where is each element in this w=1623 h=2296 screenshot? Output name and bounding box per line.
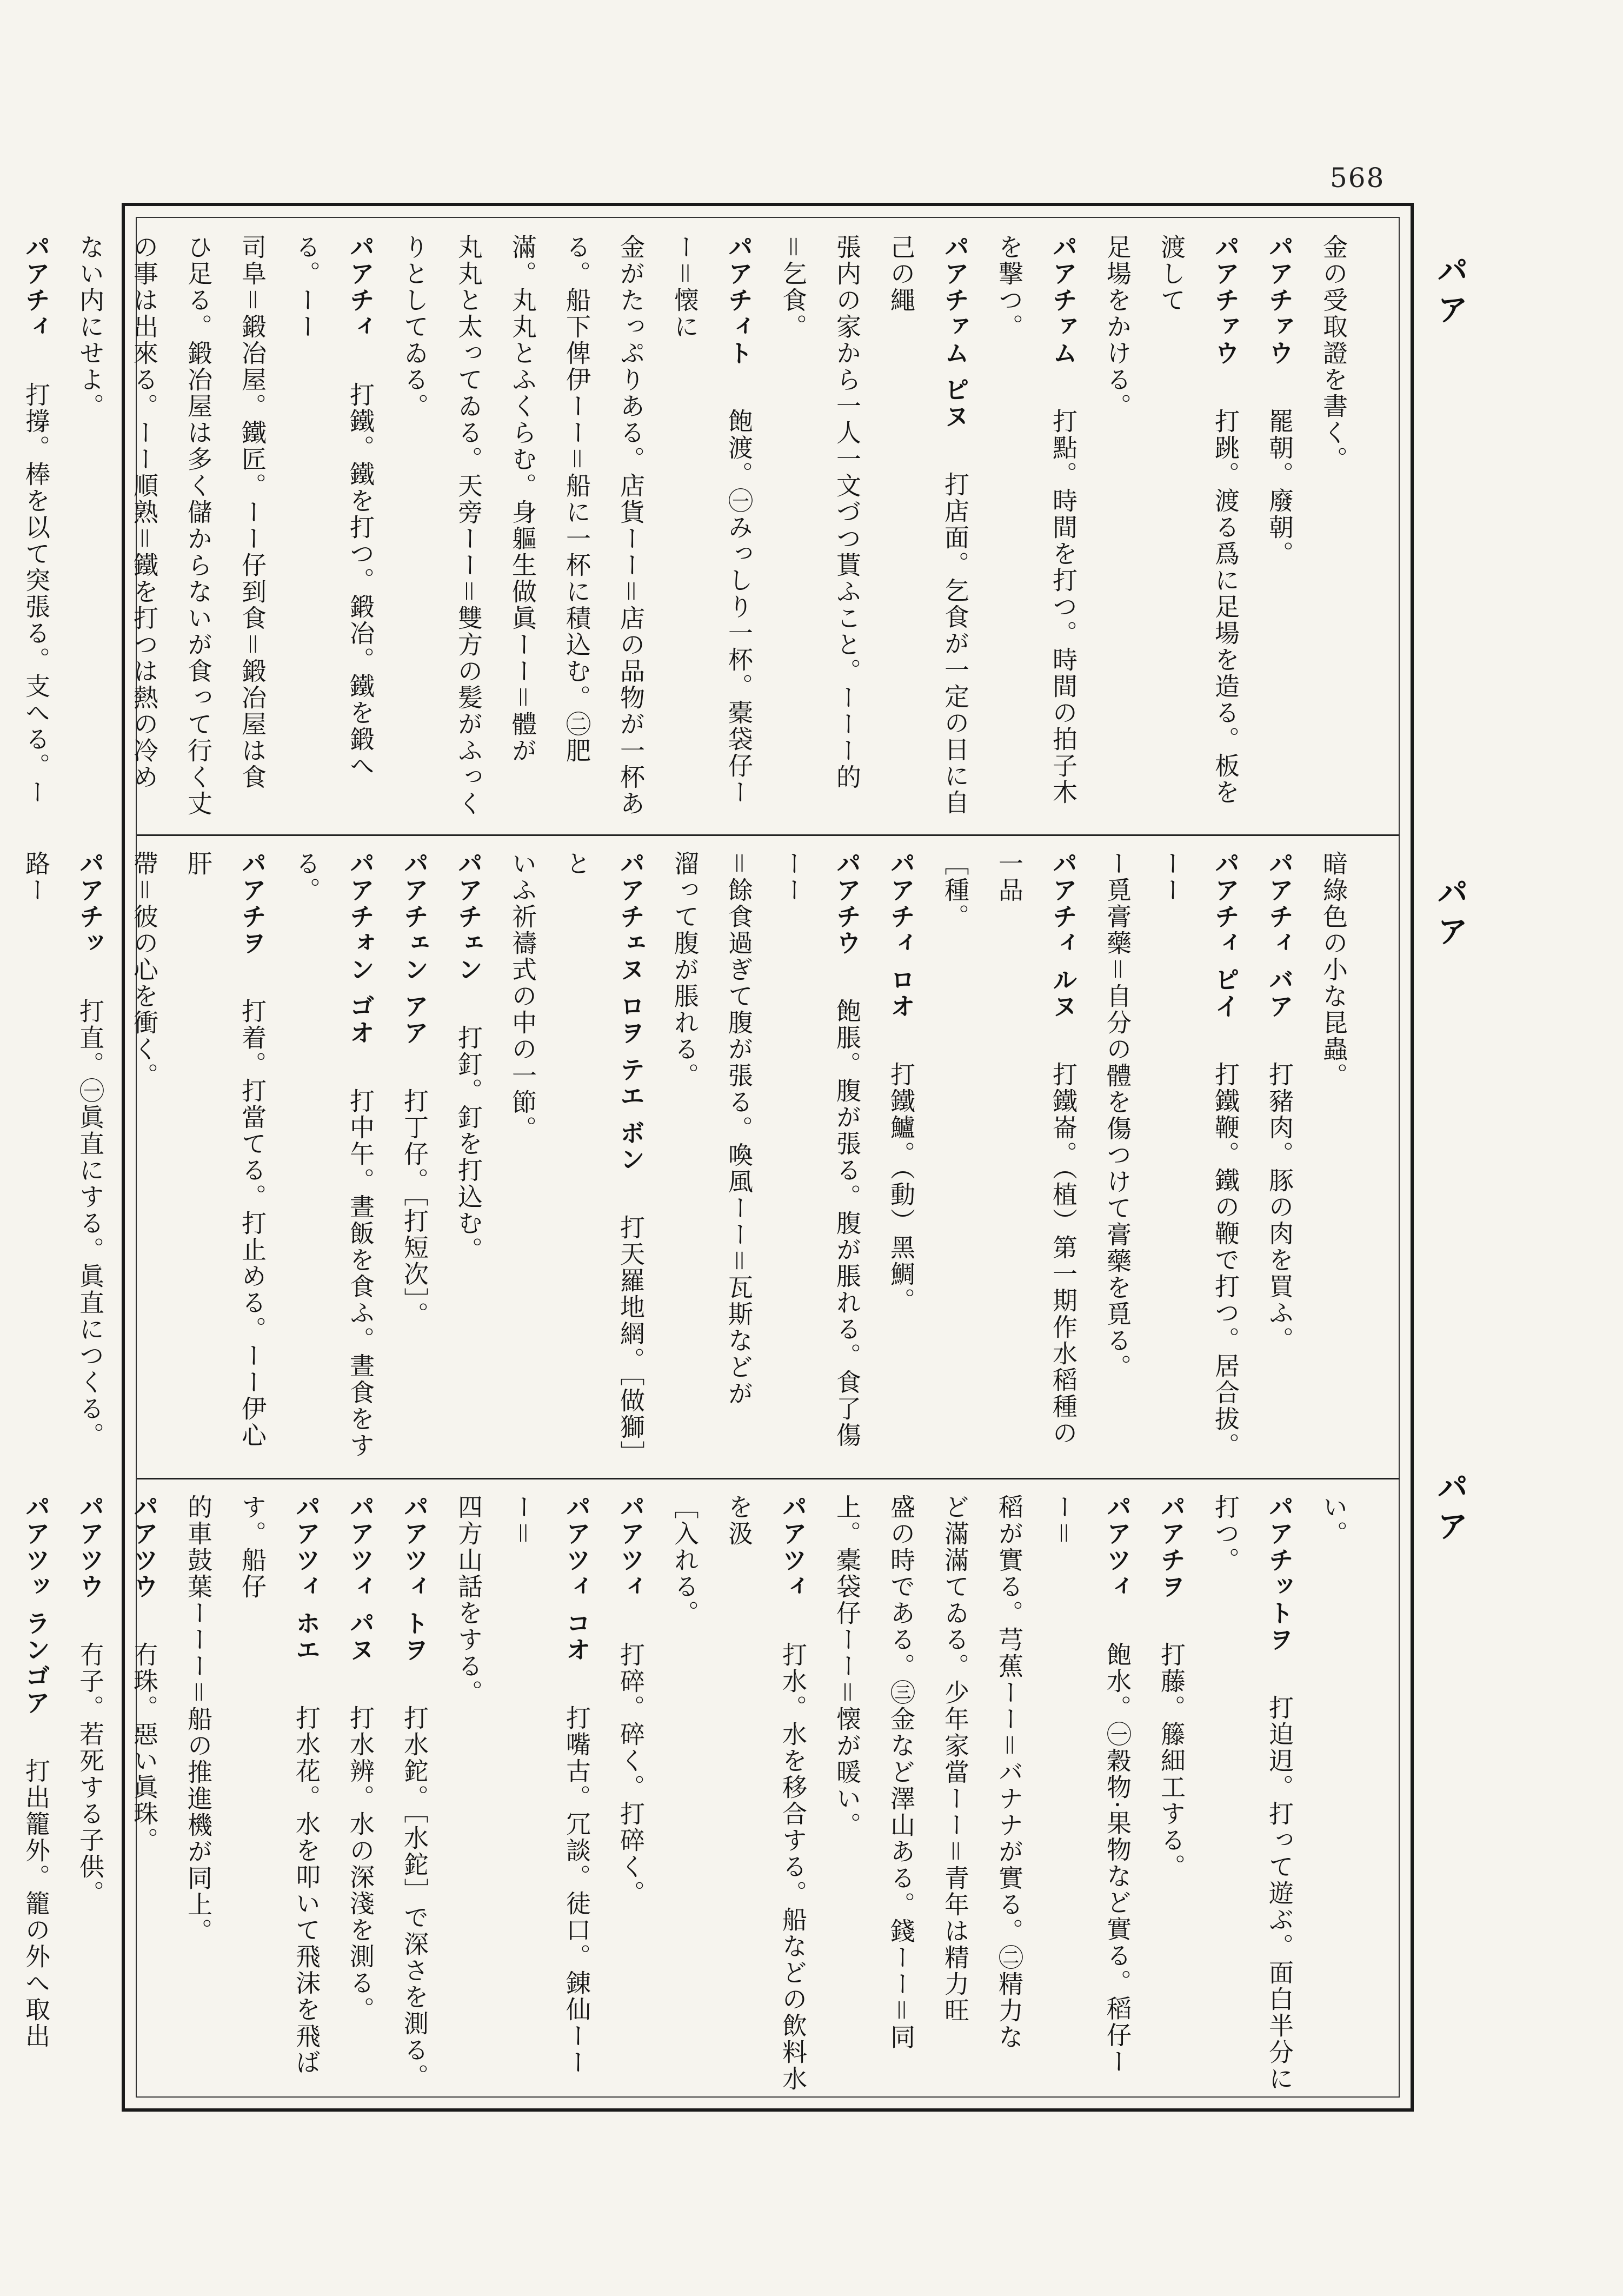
entry-first-line [454,851,483,1263]
entry-continuation-line: 張内の家から一人一文づつ貰ふこと。ーーー的 [833,234,862,791]
entry-continuation-line: 金がたっぷりある。店貨ーー＝店の品物が一杯あ [616,234,646,817]
entry-first-line [292,234,375,779]
entry-definition: 打鐵。鐵を打つ。鍛冶。鐵を鍛へる。ーー [292,234,375,779]
entry-term: パアツッ ランゴア [22,1494,51,1717]
tier-3-body [0,1494,1361,2094]
entry-continuation-line: ど滿滿てゐる。少年家當ーー＝青年は精力旺 [941,1494,970,2024]
entry-definition: 金の受取證を書く。 [1319,234,1348,473]
entry-continuation-line: いふ祈禱式の中の一節。 [508,851,537,1142]
tier-2-body [0,851,1361,1467]
tier-divider-bottom [137,1478,1399,1479]
entry-definition: 打豬肉。豚の肉を買ふ。 [1265,1061,1294,1353]
entry-term: パアチェヌ ロヲ テエ ボン [616,851,646,1173]
entry-first-line [1157,234,1240,806]
entry-continuation-line: ー覓膏藥＝自分の體を傷つけて膏藥を覓る。 [1103,851,1132,1381]
entry-definition: 打釘。釘を打込む。 [454,1025,483,1263]
section-label-3: パア [1432,1471,1468,1549]
entry-continuation-line: ない内にせよ。 [76,234,105,420]
dictionary-entry [388,234,766,824]
entry-definition: 打水。水を移合する。船などの飲料水を汲 [724,1494,808,2092]
entry-continuation-line: 盛の時である。㊂金など澤山ある。錢ーー＝同 [887,1494,916,2051]
entry-first-line [0,1494,51,2049]
entry-first-line [995,851,1078,1446]
section-label-2: パア [1432,876,1468,954]
entry-definition: 打店面。乞食が一定の日に自己の繩 [887,234,970,817]
entry-continuation-line: ［種。 [941,851,970,930]
dictionary-entry [982,234,1090,824]
entry-continuation-line: ひ足る。鍛冶屋は多く儲からないが食って行く丈 [184,234,213,817]
entry-definition: 打跳。渡る爲に足場を造る。板を渡して [1157,234,1240,806]
entry-definition: 打藤。籐細工する。 [1157,1642,1186,1880]
entry-definition: 打鐵鞭。鐵の鞭で打つ。居合拔。ーー [1157,851,1240,1459]
dictionary-entry [658,1494,820,2094]
dictionary-entry [388,1494,442,2094]
entry-first-line [616,1494,646,1907]
entry-definition: 打碎。碎く。打碎く。 [616,1642,646,1907]
entry-term: パアチェン [454,851,483,983]
entry-continuation-line: 上。橐袋仔ーー＝懐が暖い。 [833,1494,862,1839]
entry-definition: 打點。時間を打つ。時間の拍子木を撃つ。 [995,234,1078,806]
dictionary-entry [63,1494,117,2094]
dictionary-entry [1253,234,1307,824]
entry-first-line [76,1494,105,1907]
dictionary-entry [1307,234,1361,824]
entry-first-line [238,1494,321,2076]
entry-continuation-line: ＝餘食過ぎて腹が張る。喚風ーー＝瓦斯などが [724,851,754,1407]
entry-first-line [724,1494,808,2092]
dictionary-entry [334,1494,388,2094]
entry-definition: 打丁仔。［打短次］。 [400,1088,429,1329]
entry-definition: 飽脹。腹が張る。腹が脹れる。食了傷ーー [779,851,862,1449]
entry-term: パアチットヲ [1265,1494,1294,1653]
entry-first-line [1211,1494,1294,2092]
dictionary-entry [1307,1494,1361,2094]
entry-first-line [130,1494,159,1854]
entry-term: パアチィ [22,234,51,340]
entry-definition: 打中午。晝飯を食ふ。晝食をする。 [292,851,375,1459]
entry-definition: 打天羅地網。［做獅］と [562,851,646,1455]
dictionary-entry [171,1494,334,2094]
entry-first-line [400,1494,429,2090]
dictionary-entry [442,1494,604,2094]
entry-definition: 打撐。棒を以て突張る。支へる。ー [22,382,51,806]
entry-first-line [292,851,375,1459]
entry-continuation-line: 丸丸と太ってゐる。天旁ーー＝雙方の髪がふっく [454,234,483,817]
dictionary-entry [0,1494,63,2094]
entry-term: パアチィ ピイ [1211,851,1240,1020]
entry-first-line [995,234,1078,806]
entry-first-line [779,851,862,1449]
entry-term: パアチァウ [1265,234,1294,367]
entry-term: パアチァム [1049,234,1078,367]
entry-continuation-line: 司阜＝鍛冶屋。鐵匠。ーー仔到食＝鍛冶屋は食 [238,234,267,791]
tier-3 [22,1494,1361,2094]
entry-term: パアチヲ [1157,1494,1186,1600]
entry-continuation-line [0,851,9,1467]
entry-first-line [887,851,916,1314]
entry-term: パアツィ パヌ [346,1494,375,1664]
dictionary-entry [1307,851,1361,1467]
dictionary-entry [117,851,280,1467]
entry-definition: 打鐵鱸。（動）黑鯛。 [887,1061,916,1315]
entry-first-line [1157,1494,1186,1880]
entry-term: パアチォン ゴオ [346,851,375,1047]
dictionary-entry [658,851,874,1467]
entry-term: パアツィ コオ [562,1494,591,1664]
entry-continuation-line: ＝乞食。 [779,234,808,340]
page-frame [22,203,1414,2112]
entry-term: パアチウ [833,851,862,957]
entry-first-line [1265,851,1294,1353]
tier-2 [22,851,1361,1467]
entry-first-line [184,851,267,1449]
dictionary-entry [604,1494,658,2094]
dictionary-entry [1199,1494,1307,2094]
entry-definition: 打直。㊀眞直にする。眞直につくる。路ー [22,851,105,1449]
entry-first-line [562,851,646,1455]
entry-definition: 打水鉈。［水鉈］で深さを測る。 [400,1705,429,2091]
entry-definition: 打着。打當てる。打止める。ーー伊心肝 [184,851,267,1449]
entry-term: パアチィト [724,234,754,367]
entry-continuation-line: 四方山話をする。 [454,1494,483,1706]
dictionary-entry [928,851,1090,1467]
dictionary-entry [442,851,496,1467]
entry-definition: 冇珠。惡い眞珠。 [130,1642,159,1854]
page-number: 568 [1330,162,1385,194]
inner-frame [22,217,1400,2098]
dictionary-entry [117,1494,171,2094]
entry-continuation-line: 溜って腹が脹れる。 [670,851,700,1089]
entry-first-line [1157,851,1240,1459]
entry-definition: 飽渡。㊀みっしり一杯。橐袋仔ーー＝懐に [670,234,754,806]
entry-definition: 飽水。㊀穀物·果物など實る。稻仔ーー＝ [1049,1494,1132,2075]
entry-term: パアチェン アア [400,851,429,1047]
entry-definition: 打出籠外。籠の外へ取出 [22,1758,51,2050]
entry-term: パアツィ トヲ [400,1494,429,1664]
entry-term: パアチッ [76,851,105,957]
entry-term: パアチィ バア [1265,851,1294,1020]
dictionary-entry [63,234,388,824]
entry-definition: 打迫迌。打って遊ぶ。面白半分に打つ。 [1211,1494,1294,2092]
entry-continuation-line: 足場をかける。 [1103,234,1132,420]
entry-term: パアチィ [346,234,375,340]
dictionary-entry [1090,851,1253,1467]
dictionary-entry [1253,851,1307,1467]
dictionary-entry [280,851,388,1467]
entry-first-line [508,1494,591,2076]
entry-first-line [22,851,105,1449]
entry-definition: 暗綠色の小な昆蟲。 [1319,851,1348,1089]
entry-term: パアチァウ [1211,234,1240,367]
entry-first-line [1319,1494,1348,1547]
entry-first-line [1319,234,1348,473]
entry-term: パアチィ ルヌ [1049,851,1078,1020]
entry-definition: 打嘴古。冗談。徒口。錬仙ーーー＝ [508,1494,591,2076]
entry-term: パアチヲ [238,851,267,957]
entry-term: パアツィ [1103,1494,1132,1600]
dictionary-entry [0,851,117,1467]
entry-continuation-line: ［入れる。 [670,1494,700,1627]
dictionary-entry [820,1494,1145,2094]
tier-1-body [0,234,1361,824]
entry-term: パアチィ ロオ [887,851,916,1020]
entry-definition: い。 [1319,1494,1348,1547]
entry-definition: 冇子。若死する子供。 [76,1642,105,1907]
tier-divider-top [137,834,1399,836]
entry-first-line [1265,234,1294,567]
dictionary-entry [766,234,982,824]
entry-term: パアツィ ホエ [292,1494,321,1664]
dictionary-entry [1145,1494,1199,2094]
entry-first-line [670,234,754,806]
entry-term: パアチァム ピヌ [941,234,970,430]
entry-first-line [0,234,51,806]
entry-continuation-line: 滿。丸丸とふくらむ。身軀生做眞ーー＝體が [508,234,537,764]
entry-continuation-line: る。船下俾伊ーー＝船に一杯に積込む。㊁肥 [562,234,591,764]
dictionary-entry [496,851,658,1467]
tier-1 [22,234,1361,824]
dictionary-entry [0,234,63,824]
entry-term: パアツウ [76,1494,105,1600]
entry-first-line [1319,851,1348,1089]
dictionary-entry [874,851,928,1467]
entry-term: パアツウ [130,1494,159,1600]
entry-definition: 打鐵崙。（植）第一期作水稻種の一品 [995,851,1078,1447]
entry-term: パアツィ [779,1494,808,1600]
entry-first-line [1049,1494,1132,2075]
entry-term: パアツィ [616,1494,646,1600]
entry-first-line [346,1494,375,2023]
entry-first-line [887,234,970,816]
entry-definition: 打水花。水を叩いて飛沫を飛ばす。船仔 [238,1494,321,2076]
entry-continuation-line: の事は出來る。ーー順熟＝鐵を打つは熱の冷め [130,234,159,791]
entry-definition: 罷朝。廢朝。 [1265,408,1294,567]
section-label-1: パア [1432,254,1468,332]
entry-definition: 打水辨。水の深淺を測る。 [346,1705,375,2023]
entry-continuation-line: 稻が實る。芎蕉ーー＝バナナが實る。㊁精力な [995,1494,1024,2051]
dictionary-entry [388,851,442,1467]
entry-continuation-line: 帶＝彼の心を衝く。 [130,851,159,1089]
entry-first-line [400,851,429,1328]
dictionary-entry [1090,234,1253,824]
entry-continuation-line: 的車鼓葉ーーー＝船の推進機が同上。 [184,1494,213,1945]
entry-continuation-line: りとしてゐる。 [400,234,429,420]
